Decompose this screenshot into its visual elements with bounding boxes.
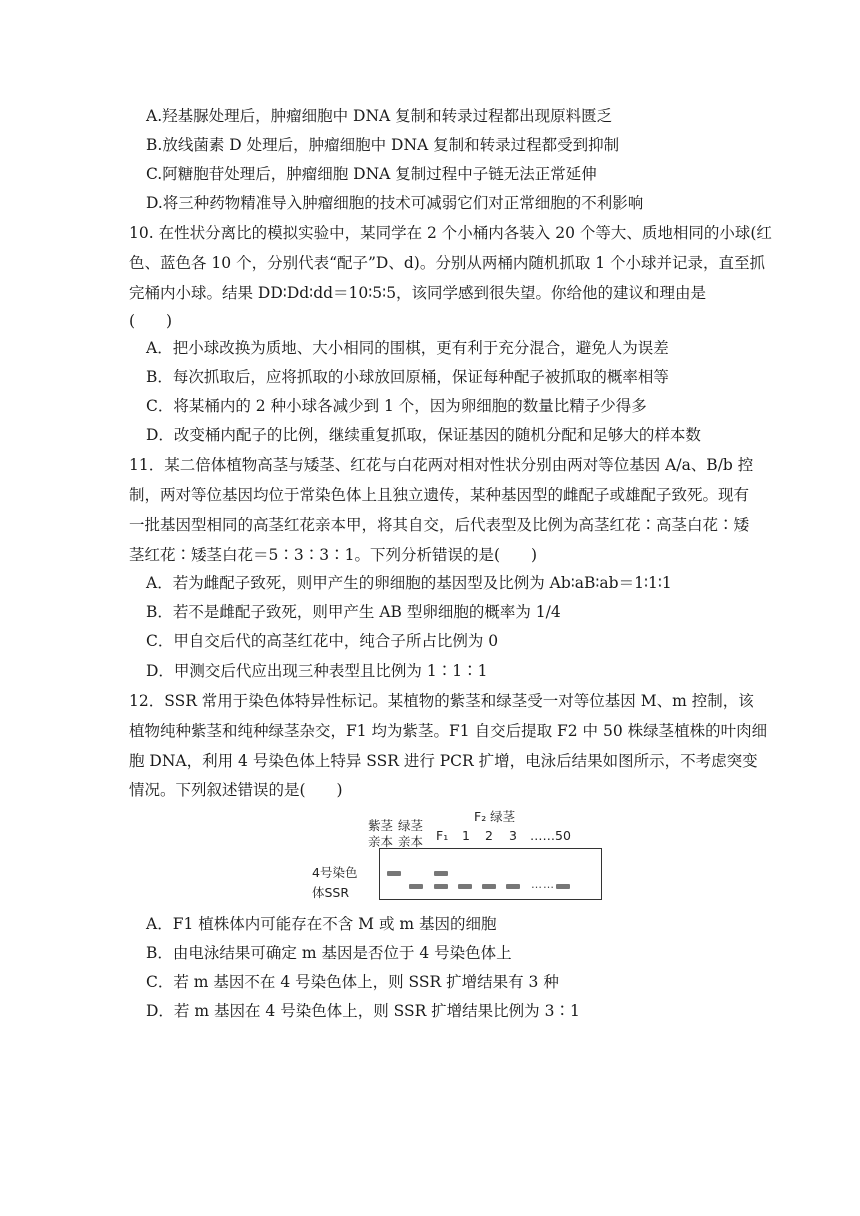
lane-label-ellipsis: …… [530,828,555,843]
q10-option-a: A．把小球改换为质地、大小相同的围棋，更有利于充分混合，避免人为误差 [146,339,669,357]
band-purple-parent [387,871,401,876]
col-header-parent-2: 亲本 [398,834,424,849]
col-header-parent-1: 亲本 [368,834,394,849]
col-header-green: 绿茎 [398,818,424,833]
q11-stem-line: 一批基因型相同的高茎红花亲本甲，将其自交，后代表型及比例为高茎红花∶高茎白花∶矮 [129,516,750,534]
row-label-line-1: 4号染色 [312,865,358,880]
q11-stem-line: 制，两对等位基因均位于常染色体上且独立遗传，某种基因型的雌配子或雄配子致死。现有 [129,486,750,504]
band-green-parent [409,884,423,889]
q9-option-c: C.阿糖胞苷处理后，肿瘤细胞 DNA 复制过程中子链无法正常延伸 [146,165,597,183]
q9-option-d: D.将三种药物精准导入肿瘤细胞的技术可减弱它们对正常细胞的不利影响 [146,194,644,212]
lane-label-50: 50 [555,828,571,843]
gel-box [379,848,602,900]
q12-option-a: A．F1 植株体内可能存在不含 M 或 m 基因的细胞 [146,915,497,933]
q10-option-c: C．将某桶内的 2 种小球各减少到 1 个，因为卵细胞的数量比精子少得多 [146,397,647,415]
q12-option-c: C．若 m 基因不在 4 号染色体上，则 SSR 扩增结果有 3 种 [146,973,559,991]
band-f2-2 [482,884,496,889]
q9-option-b: B.放线菌素 D 处理后，肿瘤细胞中 DNA 复制和转录过程都受到抑制 [146,136,620,154]
q12-stem-line: 情况。下列叙述错误的是( ) [129,781,343,799]
q10-stem-line: 10. 在性状分离比的模拟实验中，某同学在 2 个小桶内各装入 20 个等大、质地相同的小球(红 [129,224,772,242]
band-f1-upper [434,871,448,876]
q10-stem-line: 色、蓝色各 10 个，分别代表“配子”D、d)。分别从两桶内随机抓取 1 个小球并记录，直至抓 [129,254,766,272]
q12-stem-line: 植物纯种紫茎和纯种绿茎杂交，F1 均为紫茎。F1 自交后提取 F2 中 50 株绿茎植株的叶肉细 [129,722,768,740]
q11-option-b: B．若不是雌配子致死，则甲产生 AB 型卵细胞的概率为 1/4 [146,603,561,621]
q10-option-b: B．每次抓取后，应将抓取的小球放回原桶，保证每种配子被抓取的概率相等 [146,368,669,386]
q11-option-c: C．甲自交后代的高茎红花中，纯合子所占比例为 0 [146,632,499,650]
q11-stem-line: 11．某二倍体植物高茎与矮茎、红花与白花两对相对性状分别由两对等位基因 A/a、B/b 控 [129,456,754,474]
q10-stem-line: 完桶内小球。结果 DD∶Dd∶dd＝10∶5∶5，该同学感到很失望。你给他的建议和理由是 [129,284,707,302]
row-label-line-2: 体SSR [312,885,350,900]
q11-option-a: A．若为雌配子致死，则甲产生的卵细胞的基因型及比例为 Ab∶aB∶ab＝1∶1∶1 [146,574,672,592]
band-f1-lower [434,884,448,889]
band-ellipsis: …… [531,878,555,891]
q12-option-b: B．由电泳结果可确定 m 基因是否位于 4 号染色体上 [146,944,512,962]
band-f2-1 [458,884,472,889]
q12-stem-line: 12．SSR 常用于染色体特异性标记。某植物的紫茎和绿茎受一对等位基因 M、m 控制，该 [129,692,754,710]
q12-stem-line: 胞 DNA，利用 4 号染色体上特异 SSR 进行 PCR 扩增，电泳后结果如图所示，不考虑突变 [129,752,758,770]
electrophoresis-figure [312,806,602,908]
lane-label-2: 2 [485,828,493,843]
band-f2-3 [506,884,520,889]
q10-stem-line: ( ) [129,312,173,330]
q11-option-d: D．甲测交后代应出现三种表型且比例为 1∶1∶1 [146,662,488,680]
col-header-f1: F₁ [436,828,449,843]
q12-option-d: D．若 m 基因在 4 号染色体上，则 SSR 扩增结果比例为 3∶1 [146,1002,580,1020]
lane-label-1: 1 [462,828,470,843]
lane-label-3: 3 [509,828,517,843]
col-header-f2-green: F₂ 绿茎 [474,809,516,824]
q9-option-a: A.羟基脲处理后，肿瘤细胞中 DNA 复制和转录过程都出现原料匮乏 [146,107,613,125]
col-header-purple: 紫茎 [368,818,394,833]
q11-stem-line: 茎红花∶矮茎白花＝5∶3∶3∶1。下列分析错误的是( ) [129,546,538,564]
q10-option-d: D．改变桶内配子的比例，继续重复抓取，保证基因的随机分配和足够大的样本数 [146,426,701,444]
band-f2-50 [556,884,570,889]
